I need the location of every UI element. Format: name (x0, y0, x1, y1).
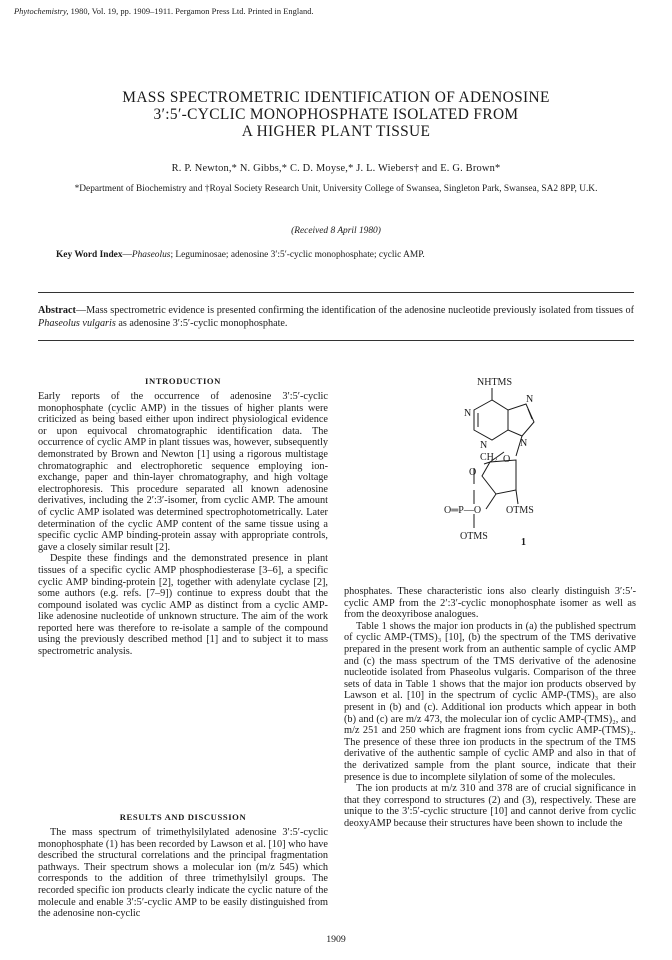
title-line-2: 3′:5′-CYCLIC MONOPHOSPHATE ISOLATED FROM (153, 105, 519, 123)
keyword-genus: Phaseolus (131, 250, 171, 260)
introduction-paragraph-2: Despite these findings and the demonstrated presence in plant tissues of a specific cyclic AMP phosphodiesterase [3–6], a specific cyclic AMP binding-protein [2], together with adenylate cyclase [2], some authors (e.g. refs. [7–9]) continue to express doubt that the compound isolated was cyclic AMP as distinct from a cyclic AMP-like adenosine nucleotide of unknown structure. The aim of the work reported here was therefore to re-isolate a sample of the compound using the previously described method [1] and to subject it to mass spectrometric analysis. (38, 553, 328, 658)
introduction-paragraph-1: Early reports of the occurrence of adenosine 3′:5′-cyclic monophosphate (cyclic AMP) in the tissues of higher plants were criticized as being based either upon indirect physiological evidence or upon equivocal chromatographic identification data. The occurrence of cyclic AMP in plant tissues was, however, subsequently demonstrated by Brown and Newton [1] using a rigorous multistage chromatographic and electrophoretic sequence employing ion-exchange, paper and thin-layer chromatography, and high voltage electrophoresis. This procedure separated all known adenosine derivatives, including the 2′:3′-isomer, from cyclic AMP. The amount of cyclic AMP isolated was determined spectrophotometrically. Later determination of the cyclic AMP content of the same tissue using a specific cyclic AMP binding-protein assay with appropriate controls, gave a closely similar result [2]. (38, 391, 328, 553)
abstract-dash: — (75, 305, 87, 316)
right-paragraph-2: Table 1 shows the major ion products in (a) the published spectrum of cyclic AMP-(TMS)₃ [10], (b) the spectrum of the TMS derivative prepared in the present work from an authentic sample of cyclic AMP and (c) the mass spectrum of the TMS derivative of the adenosine nucleotide isolated from Phaseolus vulgaris. Comparison of the three sets of data in Table 1 shows that the major ion products observed by Lawson et al. [10] in the spectrum of cyclic AMP-(TMS)₃ are also present in (b) and (c). Additional ion products which appear in both (b) and (c) are m/z 473, the molecular ion of cyclic AMP-(TMS)₂, and m/z 251 and 250 which are fragment ions from cyclic AMP-(TMS)₂. The presence of these three ion products in the spectrum of the TMS derivative of the authentic sample of cyclic AMP and also in that of the derivatized sample from the plant source, indicate that their presence is due to incomplete silylation of some of the molecules. (344, 620, 636, 783)
abstract-species: Phaseolus vulgaris (38, 318, 116, 329)
cyclic-amp-tms-structure (434, 372, 614, 558)
introduction-body (38, 391, 328, 658)
journal-citation: 1980, Vol. 19, pp. 1909–1911. Pergamon Press Ltd. Printed in England. (70, 7, 314, 16)
abstract-text-1: Mass spectrometric evidence is presented confirming the identification of the adenosine nucleotide previously isolated from tissues of (86, 305, 634, 316)
right-column-body (344, 586, 636, 829)
keyword-dash: — (122, 250, 132, 260)
atom-n1: N (464, 408, 472, 419)
introduction-heading: INTRODUCTION (145, 376, 221, 386)
journal-name: Phytochemistry, (14, 7, 69, 16)
keyword-label: Key Word Index (56, 250, 123, 260)
atom-ring-oxygen: O (503, 454, 511, 465)
right-paragraph-1: phosphates. These characteristic ions also clearly distinguish 3′:5′-cyclic AMP from the 2′:3′-cyclic monophosphate isomer as well as from the deoxyribose analogues. (344, 586, 636, 621)
abstract-bottom-rule (38, 340, 634, 341)
atom-n7: N (526, 394, 534, 405)
author-list: R. P. Newton,* N. Gibbs,* C. D. Moyse,* J. L. Wiebers† and E. G. Brown* (171, 163, 501, 174)
ch2-label: CH₂ (480, 452, 498, 463)
received-date: (Received 8 April 1980) (291, 226, 381, 236)
results-paragraph-1: The mass spectrum of trimethylsilylated adenosine 3′:5′-cyclic monophosphate (1) has been recorded by Lawson et al. [10] who have described the structural correlations and the principal fragmentation pathways. Their spectrum shows a molecular ion (m/z 545) which corresponds to the addition of three trimethylsilyl groups. The recorded specific ion products clearly indicate the cyclic nature of the molecule and enable 3′:5′-cyclic AMP to be easily distinguished from the adenosine non-cyclic (38, 827, 328, 920)
phosphate-label: O═P—O (444, 505, 482, 516)
results-body (38, 827, 328, 920)
results-heading: RESULTS AND DISCUSSION (119, 812, 247, 822)
amino-tms-label: NHTMS (477, 377, 513, 388)
abstract-top-rule (38, 292, 634, 293)
keyword-index (56, 250, 656, 260)
page-number: 1909 (326, 934, 346, 945)
journal-header (14, 7, 314, 16)
right-paragraph-3: The ion products at m/z 310 and 378 are of crucial significance in that they correspond to structures (2) and (3), respectively. These are unique to the 3′:5′-cyclic structure [10] and cannot derive from cyclic deoxyAMP because their structures have been shown to include the (344, 783, 636, 829)
abstract (38, 304, 634, 330)
otms-bottom-label: OTMS (460, 531, 488, 542)
affiliation: *Department of Biochemistry and †Royal Society Research Unit, University College of Swansea, Singleton Park, Swansea, SA2 8PP, U.K. (74, 184, 598, 194)
otms-right-label: OTMS (506, 505, 534, 516)
title-line-1: MASS SPECTROMETRIC IDENTIFICATION OF ADENOSINE (122, 89, 550, 106)
keyword-list: ; Leguminosae; adenosine 3′:5′-cyclic monophosphate; cyclic AMP. (170, 250, 425, 260)
atom-n9: N (520, 438, 528, 449)
atom-n3: N (480, 440, 488, 451)
compound-number: 1 (521, 537, 526, 548)
paper-title (60, 90, 612, 140)
atom-o5: O (469, 467, 477, 478)
abstract-text-2: as adenosine 3′:5′-cyclic monophosphate. (115, 318, 288, 329)
title-line-3: A HIGHER PLANT TISSUE (241, 122, 431, 140)
abstract-label: Abstract (38, 305, 76, 316)
